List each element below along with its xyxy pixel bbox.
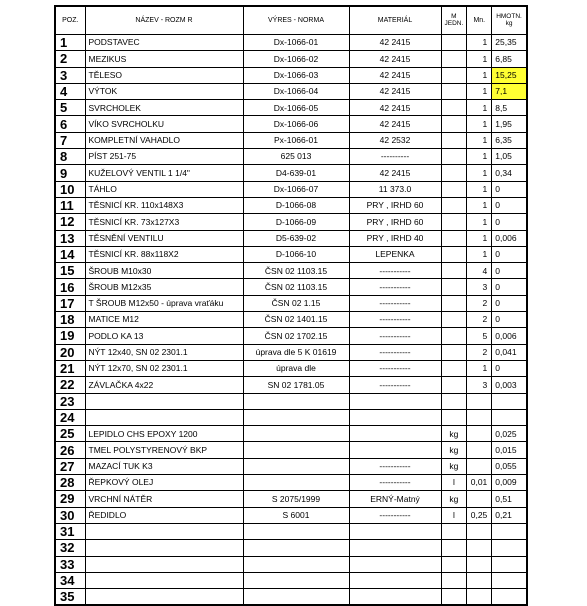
cell-material: ----------- xyxy=(349,328,441,344)
table-row xyxy=(55,360,527,376)
cell-drawing-norm: S 2075/1999 xyxy=(243,491,349,507)
cell-drawing-norm xyxy=(243,393,349,409)
cell-drawing-norm: D5-639-02 xyxy=(243,230,349,246)
cell-name: ŠROUB M10x30 xyxy=(85,263,243,279)
cell-name: PODLO KA 13 xyxy=(85,328,243,344)
cell-position: 7 xyxy=(55,132,85,148)
cell-material: LEPENKA xyxy=(349,246,441,262)
cell-material: 42 2415 xyxy=(349,67,441,83)
cell-position: 18 xyxy=(55,312,85,328)
table-row xyxy=(55,344,527,360)
cell-unit xyxy=(441,393,467,409)
cell-weight: 0 xyxy=(492,295,527,311)
header-row xyxy=(55,6,527,35)
cell-unit xyxy=(441,344,467,360)
cell-position: 16 xyxy=(55,279,85,295)
cell-quantity: 1 xyxy=(467,230,492,246)
cell-drawing-norm: S 6001 xyxy=(243,507,349,523)
cell-name xyxy=(85,409,243,425)
table-row xyxy=(55,540,527,556)
cell-unit xyxy=(441,116,467,132)
cell-name: NÝT 12x70, SN 02 2301.1 xyxy=(85,360,243,376)
table-row xyxy=(55,572,527,588)
cell-name xyxy=(85,589,243,606)
cell-unit: kg xyxy=(441,458,467,474)
cell-unit: kg xyxy=(441,491,467,507)
cell-unit xyxy=(441,83,467,99)
cell-position: 30 xyxy=(55,507,85,523)
cell-quantity: 1 xyxy=(467,360,492,376)
cell-position: 9 xyxy=(55,165,85,181)
table-row xyxy=(55,589,527,606)
cell-unit xyxy=(441,295,467,311)
cell-name: KUŽELOVÝ VENTIL 1 1/4" xyxy=(85,165,243,181)
table-row xyxy=(55,149,527,165)
cell-quantity: 1 xyxy=(467,181,492,197)
cell-weight: 1,05 xyxy=(492,149,527,165)
cell-quantity: 3 xyxy=(467,377,492,393)
cell-material: ---------- xyxy=(349,149,441,165)
cell-position: 25 xyxy=(55,426,85,442)
table-row xyxy=(55,263,527,279)
cell-name: LEPIDLO CHS EPOXY 1200 xyxy=(85,426,243,442)
cell-position: 33 xyxy=(55,556,85,572)
table-row xyxy=(55,523,527,539)
cell-drawing-norm xyxy=(243,523,349,539)
cell-drawing-norm: Px-1066-01 xyxy=(243,132,349,148)
cell-drawing-norm: Dx-1066-01 xyxy=(243,35,349,51)
parts-list-table xyxy=(54,5,528,606)
cell-position: 23 xyxy=(55,393,85,409)
cell-drawing-norm: Dx-1066-03 xyxy=(243,67,349,83)
cell-name: ŘEDIDLO xyxy=(85,507,243,523)
cell-drawing-norm: D-1066-08 xyxy=(243,197,349,213)
cell-quantity: 0,01 xyxy=(467,475,492,491)
cell-material xyxy=(349,572,441,588)
table-row xyxy=(55,181,527,197)
cell-drawing-norm xyxy=(243,540,349,556)
cell-unit xyxy=(441,149,467,165)
cell-weight xyxy=(492,523,527,539)
cell-material: 42 2415 xyxy=(349,100,441,116)
header-weight-line1: HMOTN. xyxy=(496,12,522,20)
cell-position: 19 xyxy=(55,328,85,344)
cell-name: NÝT 12x40, SN 02 2301.1 xyxy=(85,344,243,360)
cell-unit xyxy=(441,230,467,246)
cell-drawing-norm: úprava dle xyxy=(243,360,349,376)
cell-quantity: 3 xyxy=(467,279,492,295)
cell-material: ----------- xyxy=(349,507,441,523)
cell-drawing-norm xyxy=(243,556,349,572)
header-unit-line2: JEDN. xyxy=(444,19,464,27)
cell-name: VÍKO SVRCHOLKU xyxy=(85,116,243,132)
cell-material: ----------- xyxy=(349,344,441,360)
cell-name: MEZIKUS xyxy=(85,51,243,67)
cell-material xyxy=(349,426,441,442)
cell-weight: 25,35 xyxy=(492,35,527,51)
cell-position: 26 xyxy=(55,442,85,458)
cell-quantity: 1 xyxy=(467,214,492,230)
table-header xyxy=(55,6,527,35)
cell-weight: 7,1 xyxy=(492,83,527,99)
cell-weight: 0 xyxy=(492,263,527,279)
cell-material: PRY , IRHD 60 xyxy=(349,197,441,213)
cell-name: PODSTAVEC xyxy=(85,35,243,51)
cell-drawing-norm: ČSN 02 1103.15 xyxy=(243,279,349,295)
cell-position: 3 xyxy=(55,67,85,83)
cell-material: ERNÝ-Matný xyxy=(349,491,441,507)
cell-weight: 0 xyxy=(492,197,527,213)
cell-name xyxy=(85,540,243,556)
cell-drawing-norm: Dx-1066-06 xyxy=(243,116,349,132)
table-row xyxy=(55,51,527,67)
cell-unit xyxy=(441,246,467,262)
cell-weight: 0,015 xyxy=(492,442,527,458)
cell-quantity: 1 xyxy=(467,35,492,51)
table-row xyxy=(55,409,527,425)
cell-unit: kg xyxy=(441,442,467,458)
cell-weight: 6,85 xyxy=(492,51,527,67)
table-row xyxy=(55,458,527,474)
cell-unit xyxy=(441,540,467,556)
table-row xyxy=(55,116,527,132)
cell-unit xyxy=(441,197,467,213)
cell-position: 21 xyxy=(55,360,85,376)
cell-drawing-norm: SN 02 1781.05 xyxy=(243,377,349,393)
cell-name: TÁHLO xyxy=(85,181,243,197)
cell-position: 27 xyxy=(55,458,85,474)
cell-unit xyxy=(441,132,467,148)
table-row xyxy=(55,393,527,409)
cell-material: ----------- xyxy=(349,458,441,474)
cell-position: 31 xyxy=(55,523,85,539)
cell-unit xyxy=(441,556,467,572)
cell-weight xyxy=(492,589,527,606)
cell-position: 24 xyxy=(55,409,85,425)
cell-drawing-norm: úprava dle 5 K 01619 xyxy=(243,344,349,360)
cell-material: ----------- xyxy=(349,360,441,376)
cell-unit xyxy=(441,214,467,230)
cell-position: 29 xyxy=(55,491,85,507)
cell-name xyxy=(85,572,243,588)
cell-unit xyxy=(441,589,467,606)
cell-position: 4 xyxy=(55,83,85,99)
cell-name xyxy=(85,393,243,409)
cell-position: 34 xyxy=(55,572,85,588)
cell-drawing-norm: D-1066-10 xyxy=(243,246,349,262)
cell-material xyxy=(349,540,441,556)
cell-quantity: 1 xyxy=(467,116,492,132)
cell-quantity: 2 xyxy=(467,312,492,328)
cell-material: ----------- xyxy=(349,377,441,393)
cell-drawing-norm xyxy=(243,475,349,491)
header-vyres: VÝRES - NORMA xyxy=(243,6,349,35)
cell-drawing-norm: ČSN 02 1103.15 xyxy=(243,263,349,279)
cell-position: 13 xyxy=(55,230,85,246)
header-material: MATERIÁL xyxy=(349,6,441,35)
cell-quantity: 1 xyxy=(467,67,492,83)
cell-material: PRY , IRHD 60 xyxy=(349,214,441,230)
table-row xyxy=(55,442,527,458)
cell-weight: 0,34 xyxy=(492,165,527,181)
cell-name: MATICE M12 xyxy=(85,312,243,328)
cell-name: SVRCHOLEK xyxy=(85,100,243,116)
cell-drawing-norm: ČSN 02 1.15 xyxy=(243,295,349,311)
cell-unit xyxy=(441,181,467,197)
table-row xyxy=(55,475,527,491)
table-row xyxy=(55,214,527,230)
cell-unit xyxy=(441,328,467,344)
cell-position: 20 xyxy=(55,344,85,360)
cell-unit xyxy=(441,35,467,51)
cell-unit xyxy=(441,572,467,588)
cell-unit xyxy=(441,67,467,83)
cell-material: 42 2532 xyxy=(349,132,441,148)
cell-weight: 8,5 xyxy=(492,100,527,116)
table-row xyxy=(55,279,527,295)
table-row xyxy=(55,67,527,83)
cell-name: TĚSNICÍ KR. 88x118X2 xyxy=(85,246,243,262)
table-row xyxy=(55,295,527,311)
cell-quantity xyxy=(467,523,492,539)
cell-material: 42 2415 xyxy=(349,165,441,181)
cell-unit xyxy=(441,360,467,376)
cell-quantity xyxy=(467,393,492,409)
cell-weight: 0 xyxy=(492,246,527,262)
cell-unit: l xyxy=(441,475,467,491)
table-row xyxy=(55,35,527,51)
cell-unit: l xyxy=(441,507,467,523)
cell-unit xyxy=(441,100,467,116)
cell-name xyxy=(85,556,243,572)
cell-quantity: 1 xyxy=(467,197,492,213)
table-row xyxy=(55,83,527,99)
cell-position: 28 xyxy=(55,475,85,491)
table-row xyxy=(55,507,527,523)
cell-weight: 0,51 xyxy=(492,491,527,507)
cell-quantity: 1 xyxy=(467,132,492,148)
table-row xyxy=(55,491,527,507)
cell-material: 42 2415 xyxy=(349,116,441,132)
cell-name: TMEL POLYSTYRENOVÝ BKP xyxy=(85,442,243,458)
cell-material xyxy=(349,393,441,409)
cell-material xyxy=(349,523,441,539)
cell-quantity xyxy=(467,556,492,572)
cell-quantity: 1 xyxy=(467,149,492,165)
table-row xyxy=(55,328,527,344)
cell-quantity xyxy=(467,409,492,425)
cell-weight: 0 xyxy=(492,279,527,295)
cell-quantity: 1 xyxy=(467,165,492,181)
cell-material xyxy=(349,442,441,458)
cell-drawing-norm: Dx-1066-04 xyxy=(243,83,349,99)
cell-weight: 0,006 xyxy=(492,328,527,344)
cell-weight: 1,95 xyxy=(492,116,527,132)
table-row xyxy=(55,377,527,393)
cell-material: 11 373.0 xyxy=(349,181,441,197)
table-row xyxy=(55,426,527,442)
cell-weight: 0 xyxy=(492,181,527,197)
cell-position: 35 xyxy=(55,589,85,606)
cell-weight: 0,003 xyxy=(492,377,527,393)
header-qty: Mn. xyxy=(467,6,492,35)
cell-unit: kg xyxy=(441,426,467,442)
table-row xyxy=(55,100,527,116)
cell-weight xyxy=(492,393,527,409)
cell-drawing-norm: Dx-1066-07 xyxy=(243,181,349,197)
table-row xyxy=(55,246,527,262)
table-row xyxy=(55,230,527,246)
cell-quantity xyxy=(467,572,492,588)
cell-drawing-norm xyxy=(243,442,349,458)
cell-drawing-norm xyxy=(243,409,349,425)
cell-material xyxy=(349,589,441,606)
cell-quantity xyxy=(467,426,492,442)
cell-position: 14 xyxy=(55,246,85,262)
table-row xyxy=(55,197,527,213)
cell-name: ZÁVLAČKA 4x22 xyxy=(85,377,243,393)
cell-drawing-norm: D-1066-09 xyxy=(243,214,349,230)
cell-quantity: 4 xyxy=(467,263,492,279)
cell-position: 22 xyxy=(55,377,85,393)
cell-drawing-norm xyxy=(243,589,349,606)
table-row xyxy=(55,165,527,181)
cell-position: 8 xyxy=(55,149,85,165)
cell-name: VÝTOK xyxy=(85,83,243,99)
cell-position: 17 xyxy=(55,295,85,311)
cell-name: TĚSNICÍ KR. 110x148X3 xyxy=(85,197,243,213)
cell-name: ŠROUB M12x35 xyxy=(85,279,243,295)
cell-name: TĚSNĚNÍ VENTILU xyxy=(85,230,243,246)
table-row xyxy=(55,556,527,572)
cell-unit xyxy=(441,263,467,279)
cell-unit xyxy=(441,165,467,181)
cell-unit xyxy=(441,51,467,67)
cell-weight xyxy=(492,540,527,556)
cell-name: TĚLESO xyxy=(85,67,243,83)
cell-position: 15 xyxy=(55,263,85,279)
cell-weight: 0 xyxy=(492,360,527,376)
cell-position: 32 xyxy=(55,540,85,556)
cell-quantity: 1 xyxy=(467,83,492,99)
cell-quantity: 2 xyxy=(467,344,492,360)
cell-unit xyxy=(441,523,467,539)
cell-material: 42 2415 xyxy=(349,51,441,67)
header-nazev: NÁZEV - ROZM R xyxy=(85,6,243,35)
header-unit xyxy=(441,6,467,35)
cell-unit xyxy=(441,312,467,328)
cell-quantity: 2 xyxy=(467,295,492,311)
cell-quantity: 1 xyxy=(467,100,492,116)
cell-drawing-norm xyxy=(243,572,349,588)
cell-position: 6 xyxy=(55,116,85,132)
cell-position: 10 xyxy=(55,181,85,197)
table-body xyxy=(55,35,527,606)
cell-weight: 15,25 xyxy=(492,67,527,83)
table-row xyxy=(55,132,527,148)
cell-drawing-norm xyxy=(243,458,349,474)
cell-name: MAZACÍ TUK K3 xyxy=(85,458,243,474)
cell-material: 42 2415 xyxy=(349,83,441,99)
cell-name: PÍST 251-75 xyxy=(85,149,243,165)
cell-quantity xyxy=(467,589,492,606)
cell-name: T ŠROUB M12x50 - úprava vraťáku xyxy=(85,295,243,311)
cell-position: 2 xyxy=(55,51,85,67)
cell-position: 1 xyxy=(55,35,85,51)
cell-material: ----------- xyxy=(349,312,441,328)
cell-weight: 0,025 xyxy=(492,426,527,442)
cell-quantity: 1 xyxy=(467,51,492,67)
cell-drawing-norm: ČSN 02 1401.15 xyxy=(243,312,349,328)
cell-quantity xyxy=(467,540,492,556)
cell-weight: 6,35 xyxy=(492,132,527,148)
cell-material: ----------- xyxy=(349,279,441,295)
cell-name: KOMPLETNÍ VAHADLO xyxy=(85,132,243,148)
cell-position: 11 xyxy=(55,197,85,213)
cell-weight: 0,041 xyxy=(492,344,527,360)
cell-material xyxy=(349,556,441,572)
cell-drawing-norm: D4-639-01 xyxy=(243,165,349,181)
cell-quantity: 0,25 xyxy=(467,507,492,523)
table-row xyxy=(55,312,527,328)
cell-material: ----------- xyxy=(349,263,441,279)
cell-drawing-norm: 625 013 xyxy=(243,149,349,165)
cell-drawing-norm xyxy=(243,426,349,442)
cell-name: ŘEPKOVÝ OLEJ xyxy=(85,475,243,491)
cell-quantity: 1 xyxy=(467,246,492,262)
cell-material: ----------- xyxy=(349,295,441,311)
cell-quantity xyxy=(467,491,492,507)
cell-weight xyxy=(492,409,527,425)
cell-material: 42 2415 xyxy=(349,35,441,51)
header-poz: POZ. xyxy=(55,6,85,35)
cell-drawing-norm: Dx-1066-02 xyxy=(243,51,349,67)
cell-material: ----------- xyxy=(349,475,441,491)
cell-position: 12 xyxy=(55,214,85,230)
cell-weight: 0 xyxy=(492,214,527,230)
header-weight-line2: kg xyxy=(505,19,513,27)
cell-quantity xyxy=(467,458,492,474)
header-weight xyxy=(492,6,527,35)
cell-unit xyxy=(441,279,467,295)
cell-weight xyxy=(492,572,527,588)
cell-weight: 0,006 xyxy=(492,230,527,246)
cell-unit xyxy=(441,409,467,425)
cell-name xyxy=(85,523,243,539)
cell-name: TĚSNICÍ KR. 73x127X3 xyxy=(85,214,243,230)
cell-weight: 0,21 xyxy=(492,507,527,523)
cell-material: PRY , IRHD 40 xyxy=(349,230,441,246)
cell-position: 5 xyxy=(55,100,85,116)
cell-weight: 0 xyxy=(492,312,527,328)
cell-weight xyxy=(492,556,527,572)
cell-material xyxy=(349,409,441,425)
cell-quantity: 5 xyxy=(467,328,492,344)
cell-weight: 0,055 xyxy=(492,458,527,474)
cell-quantity xyxy=(467,442,492,458)
cell-weight: 0,009 xyxy=(492,475,527,491)
cell-drawing-norm: ČSN 02 1702.15 xyxy=(243,328,349,344)
cell-drawing-norm: Dx-1066-05 xyxy=(243,100,349,116)
cell-name: VRCHNÍ NÁTĚR xyxy=(85,491,243,507)
cell-unit xyxy=(441,377,467,393)
header-unit-line1: M xyxy=(451,12,457,20)
